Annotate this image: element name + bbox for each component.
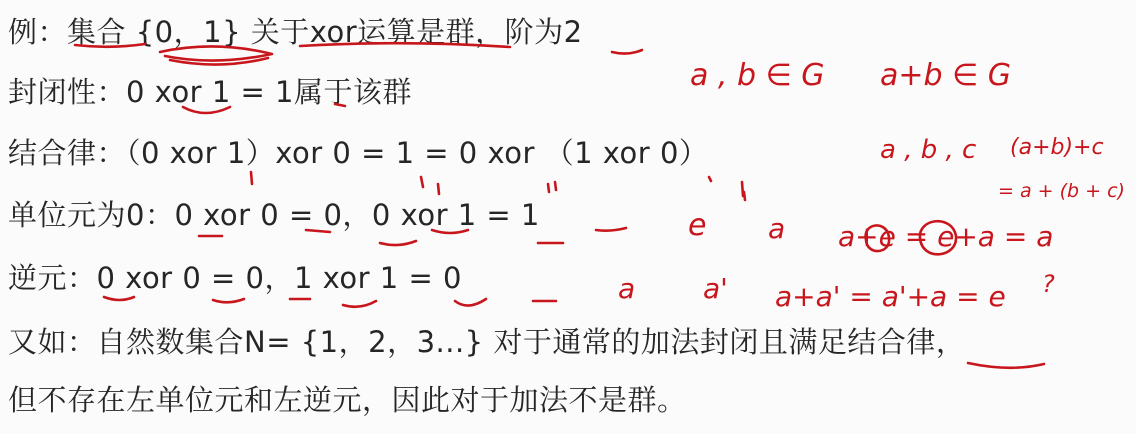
- note-abc: a , b , c: [880, 135, 977, 165]
- identity-line: 单位元为0：0 xor 0 = 0，0 xor 1 = 1: [8, 198, 540, 232]
- counterexample-line: 又如：自然数集合N= {1，2，3...} 对于通常的加法封闭且满足结合律，: [8, 325, 966, 359]
- associativity-line: 结合律：（0 xor 1）xor 0 = 1 = 0 xor （1 xor 0）: [8, 136, 709, 170]
- note-inverse-equation: a+a' = a'+a = e: [775, 280, 1006, 313]
- note-a-plus-bc: = a + (b + c): [998, 180, 1125, 202]
- note-identity-a: a: [768, 212, 786, 245]
- note-inverse-a-prime: a': [703, 272, 728, 305]
- note-aplusb-in-g: a+b ∈ G: [880, 58, 1012, 93]
- note-inverse-a: a: [618, 272, 636, 305]
- note-identity-e: e: [688, 208, 707, 243]
- conclusion-line: 但不存在左单位元和左逆元，因此对于加法不是群。: [8, 383, 687, 417]
- note-ab-in-g: a , b ∈ G: [690, 58, 825, 93]
- note-aplusb-plus-c: (a+b)+c: [1010, 135, 1104, 160]
- inverse-line: 逆元：0 xor 0 = 0，1 xor 1 = 0: [8, 261, 462, 295]
- closure-line: 封闭性：0 xor 1 = 1属于该群: [8, 75, 412, 109]
- note-question-mark: ?: [1042, 270, 1055, 298]
- example-heading-line: 例：集合 {0，1} 关于xor运算是群，阶为2: [8, 15, 583, 49]
- note-identity-equation: a+e = e+a = a: [838, 220, 1054, 253]
